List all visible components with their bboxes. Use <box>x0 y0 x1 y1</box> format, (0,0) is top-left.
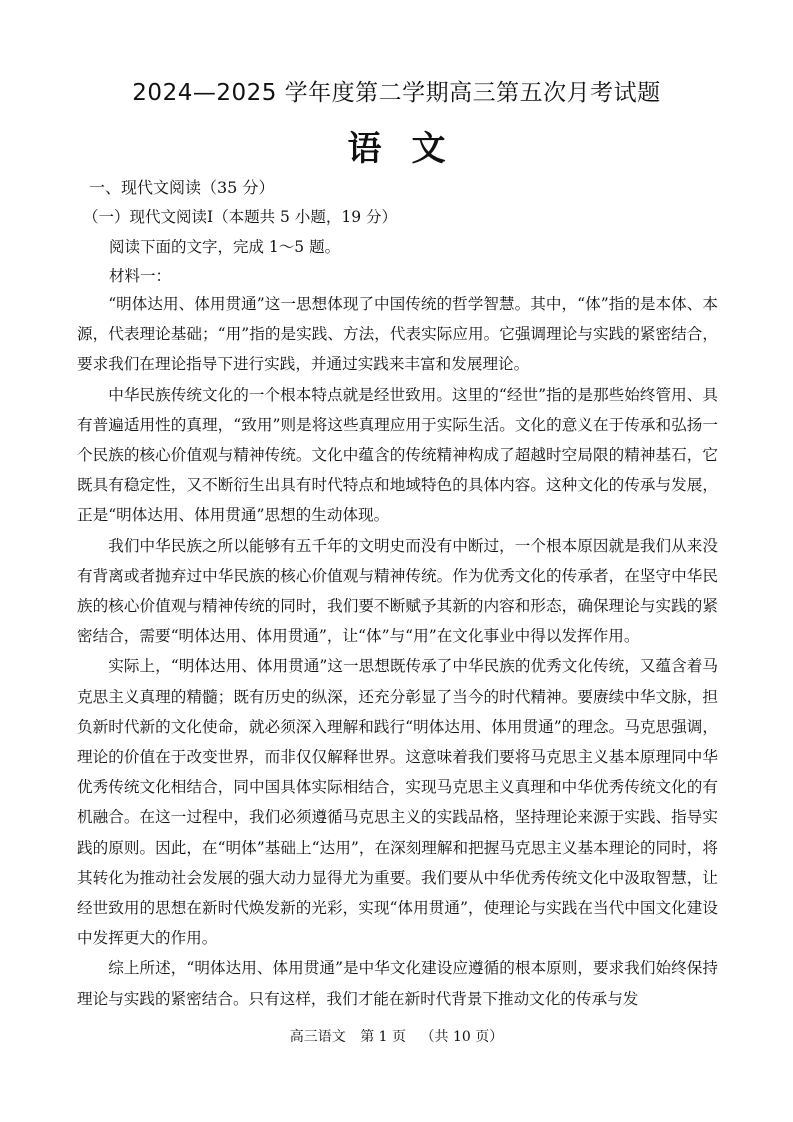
paragraph: 中华民族传统文化的一个根本特点就是经世致用。这里的“经世”指的是那些始终管用、具有普遍适用性的真理，“致用”则是将这些真理应用于实际生活。文化的意义在于传承和弘扬一个民族的核心价值观与精神传统。文化中蕴含的传统精神构成了超越时空局限的精神基石，它既具有稳定性，又不断衍生出具有时代特点和地域特色的具体内容。这种文化的传承与发展，正是“明体达用、体用贯通”思想的生动体现。 <box>77 385 718 525</box>
paragraph: 我们中华民族之所以能够有五千年的文明史而没有中断过，一个根本原因就是我们从来没有背离或者抛弃过中华民族的核心价值观与精神传统。作为优秀文化的传承者，在坚守中华民族的核心价值观与精神传统的同时，我们要不断赋予其新的内容和形态，确保理论与实践的紧密结合，需要“明体达用、体用贯通”，让“体”与“用”在文化事业中得以发挥作用。 <box>77 536 718 646</box>
paragraph: “明体达用、体用贯通”这一思想体现了中国传统的哲学智慧。其中，“体”指的是本体、本源，代表理论基础；“用”指的是实践、方法，代表实际应用。它强调理论与实践的紧密结合，要求我们在理论指导下进行实践，并通过实践来丰富和发展理论。 <box>77 295 718 374</box>
material-body <box>77 289 718 1014</box>
page-footer <box>0 1026 793 1046</box>
sub-section-heading: （一）现代文阅读Ⅰ（本题共 5 小题，19 分） <box>83 208 397 226</box>
footer-page-number: 第 1 页 <box>360 1029 407 1045</box>
exam-title: 2024—2025 学年度第二学期高三第五次月考试题 <box>132 80 661 106</box>
footer-subject: 高三语文 <box>289 1029 346 1045</box>
reading-instruction: 阅读下面的文字，完成 1～5 题。 <box>109 238 341 256</box>
footer-total-pages: （共 10 页） <box>420 1029 504 1045</box>
material-label: 材料一： <box>109 267 172 285</box>
paragraph: 实际上，“明体达用、体用贯通”这一思想既传承了中华民族的优秀文化传统，又蕴含着马克思主义真理的精髓；既有历史的纵深，还充分彰显了当今的时代精神。要赓续中华文脉，担负新时代新的文化使命，就必须深入理解和践行“明体达用、体用贯通”的理念。马克思强调，理论的价值在于改变世界，而非仅仅解释世界。这意味着我们要将马克思主义基本原理同中华优秀传统文化相结合，同中国具体实际相结合，实现马克思主义真理和中华优秀传统文化的有机融合。在这一过程中，我们必须遵循马克思主义的实践品格，坚持理论来源于实践、指导实践的原则。因此，在“明体”基础上“达用”，在深刻理解和把握马克思主义基本理论的同时，将其转化为推动社会发展的强大动力显得尤为重要。我们要从中华优秀传统文化中汲取智慧，让经世致用的思想在新时代焕发新的光彩，实现“体用贯通”，使理论与实践在当代中国文化建设中发挥更大的作用。 <box>77 657 718 948</box>
section-heading: 一、现代文阅读（35 分） <box>89 178 275 197</box>
subject-title: 语文 <box>347 129 476 169</box>
paragraph: 综上所述，“明体达用、体用贯通”是中华文化建设应遵循的根本原则，要求我们始终保持理论与实践的紧密结合。只有这样，我们才能在新时代背景下推动文化的传承与发 <box>77 959 718 1008</box>
